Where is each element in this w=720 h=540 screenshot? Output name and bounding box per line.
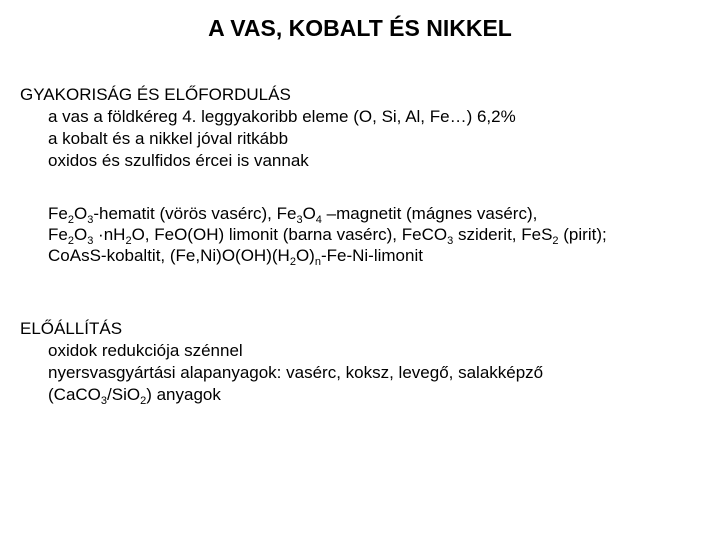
frequency-line-3: oxidos és szulfidos ércei is vannak: [48, 151, 309, 170]
text-part: ) anyagok: [146, 385, 221, 404]
page-title: A VAS, KOBALT ÉS NIKKEL: [208, 15, 512, 41]
text-part: /SiO: [107, 385, 141, 404]
frequency-heading: GYAKORISÁG ÉS ELŐFORDULÁS: [20, 85, 291, 104]
subscript: 2: [552, 235, 559, 247]
subscript: 3: [87, 235, 94, 247]
subscript: 2: [125, 235, 132, 247]
text-part: CoAsS-kobaltit, (Fe,Ni)O(OH)(H: [48, 246, 290, 265]
ores-line-3: [20, 245, 607, 266]
text-part: sziderit, FeS: [453, 225, 553, 244]
text-part: (CaCO: [48, 385, 101, 404]
text-part: O: [73, 225, 88, 244]
production-line-2: nyersvasgyártási alapanyagok: vasérc, koksz, levegő, salakképző: [48, 363, 544, 382]
subscript: 3: [296, 214, 303, 226]
text-part: O, FeO(OH) limonit (barna vasérc), FeCO: [131, 225, 448, 244]
ores-line-2: [20, 224, 607, 245]
subscript: 2: [140, 395, 147, 407]
text-part: ·nH: [93, 225, 126, 244]
text-part: Fe: [48, 225, 68, 244]
text-part: -hematit (vörös vasérc),: [93, 204, 277, 223]
frequency-line-2: a kobalt és a nikkel jóval ritkább: [48, 129, 289, 148]
text-part: O: [302, 204, 316, 223]
subscript: n: [314, 256, 321, 268]
production-heading: ELŐÁLLÍTÁS: [20, 319, 123, 338]
production-line-1: oxidok redukciója szénnel: [48, 341, 243, 360]
production-line-3: [20, 384, 543, 406]
text-part: –magnetit (mágnes vasérc),: [321, 204, 538, 223]
text-part: O: [73, 204, 88, 223]
subscript: 2: [289, 256, 296, 268]
production-section: [20, 318, 543, 406]
frequency-line-1: a vas a földkéreg 4. leggyakoribb eleme (O, Si, Al, Fe…) 6,2%: [48, 107, 516, 126]
frequency-section: [20, 84, 516, 172]
text-part: O): [295, 246, 315, 265]
text-part: Fe: [48, 204, 68, 223]
subscript: 3: [87, 214, 94, 226]
text-part: Fe: [276, 204, 297, 223]
subscript: 2: [67, 235, 74, 247]
text-part: (pirit);: [558, 225, 607, 244]
subscript: 3: [100, 395, 108, 407]
ores-line-1: [20, 203, 607, 224]
text-part: -Fe-Ni-limonit: [320, 246, 423, 265]
subscript: 4: [315, 214, 322, 226]
subscript: 2: [67, 214, 74, 226]
subscript: 3: [447, 235, 454, 247]
ores-section: [20, 203, 607, 266]
